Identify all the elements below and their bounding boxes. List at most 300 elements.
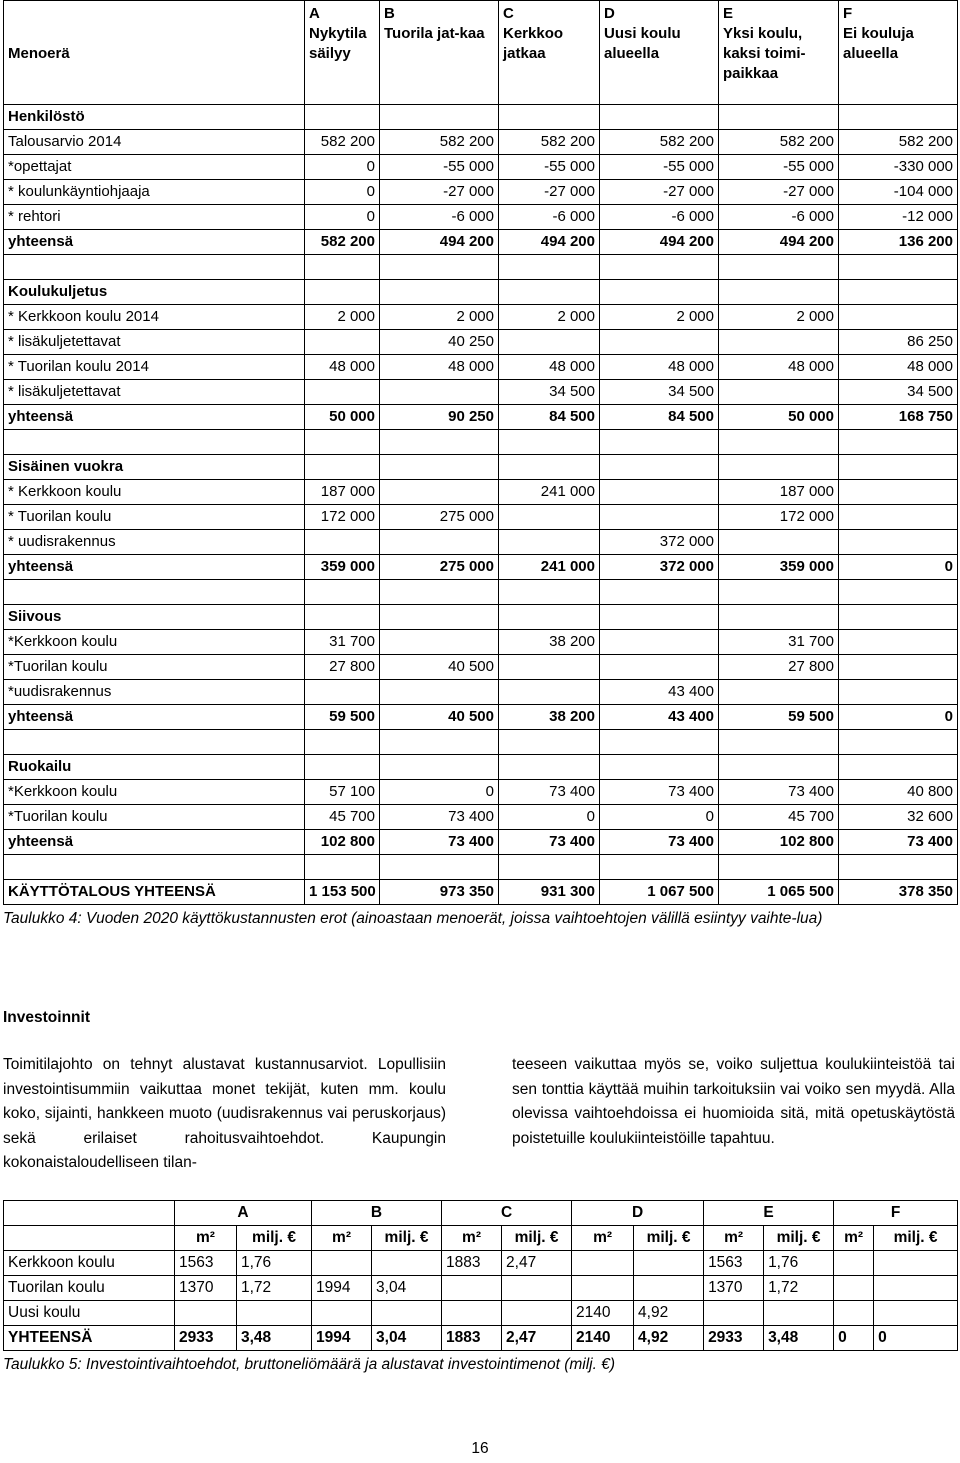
cell-value: 1 065 500 bbox=[719, 880, 839, 905]
header-col-text: Tuorila jat-kaa bbox=[384, 25, 485, 42]
cell-value: 2 000 bbox=[499, 305, 600, 330]
cell-value: -27 000 bbox=[600, 180, 719, 205]
cell-value bbox=[719, 380, 839, 405]
cell-value bbox=[305, 680, 380, 705]
cell-value: -27 000 bbox=[380, 180, 499, 205]
cell-value bbox=[305, 605, 380, 630]
option-letter: D bbox=[572, 1201, 704, 1226]
row-label: *Tuorilan koulu bbox=[4, 805, 305, 830]
row-label: yhteensä bbox=[4, 405, 305, 430]
unit-m2: m² bbox=[312, 1226, 372, 1251]
cell-value bbox=[372, 1251, 442, 1276]
cell-value: 38 200 bbox=[499, 705, 600, 730]
cell-value bbox=[600, 630, 719, 655]
cell-value: 48 000 bbox=[499, 355, 600, 380]
cell-value: -55 000 bbox=[719, 155, 839, 180]
cell-value bbox=[499, 730, 600, 755]
cell-value: -12 000 bbox=[839, 205, 958, 230]
cell-value: 582 200 bbox=[305, 130, 380, 155]
cell-value: -6 000 bbox=[719, 205, 839, 230]
unit-milj: milj. € bbox=[764, 1226, 834, 1251]
cell-value bbox=[600, 455, 719, 480]
cell-value: 102 800 bbox=[305, 830, 380, 855]
table-row bbox=[4, 380, 958, 405]
cell-value: 73 400 bbox=[499, 780, 600, 805]
row-label: KÄYTTÖTALOUS YHTEENSÄ bbox=[4, 880, 305, 905]
row-label: yhteensä bbox=[4, 230, 305, 255]
header-col-letter: C bbox=[503, 5, 514, 22]
cell-value bbox=[839, 280, 958, 305]
cell-value: -27 000 bbox=[499, 180, 600, 205]
cell-value bbox=[305, 755, 380, 780]
cell-value: 1,72 bbox=[237, 1276, 312, 1301]
row-label: yhteensä bbox=[4, 830, 305, 855]
cell-value bbox=[380, 680, 499, 705]
table-row bbox=[4, 880, 958, 905]
unit-m2: m² bbox=[572, 1226, 634, 1251]
row-label: * lisäkuljetettavat bbox=[4, 330, 305, 355]
cell-value bbox=[719, 255, 839, 280]
table-row bbox=[4, 505, 958, 530]
cell-value bbox=[600, 280, 719, 305]
cell-value: 48 000 bbox=[839, 355, 958, 380]
row-label: * Tuorilan koulu 2014 bbox=[4, 355, 305, 380]
table-row bbox=[4, 580, 958, 605]
cell-value: 27 800 bbox=[719, 655, 839, 680]
cell-value: 73 400 bbox=[839, 830, 958, 855]
row-label: * koulunkäyntiohjaaja bbox=[4, 180, 305, 205]
cell-value: 1994 bbox=[312, 1276, 372, 1301]
cell-value: 31 700 bbox=[719, 630, 839, 655]
cell-value bbox=[839, 730, 958, 755]
cell-value: 73 400 bbox=[380, 805, 499, 830]
cell-value bbox=[380, 730, 499, 755]
header-col bbox=[499, 1, 600, 105]
cell-value bbox=[839, 655, 958, 680]
cell-value bbox=[839, 455, 958, 480]
cell-value: 1883 bbox=[442, 1326, 502, 1351]
cell-value: 2 000 bbox=[305, 305, 380, 330]
row-label: *uudisrakennus bbox=[4, 680, 305, 705]
table5-letter-row bbox=[4, 1201, 958, 1226]
table-row bbox=[4, 1251, 958, 1276]
cell-value bbox=[874, 1251, 958, 1276]
cell-value: 1370 bbox=[175, 1276, 237, 1301]
table-row bbox=[4, 455, 958, 480]
table-row bbox=[4, 1326, 958, 1351]
option-letter: E bbox=[704, 1201, 834, 1226]
cell-value: 378 350 bbox=[839, 880, 958, 905]
cell-value: 43 400 bbox=[600, 680, 719, 705]
cell-value: 59 500 bbox=[305, 705, 380, 730]
cell-value bbox=[380, 105, 499, 130]
cell-value bbox=[305, 530, 380, 555]
cell-value: 40 500 bbox=[380, 705, 499, 730]
cell-value: -104 000 bbox=[839, 180, 958, 205]
table-row bbox=[4, 830, 958, 855]
cell-value bbox=[600, 855, 719, 880]
table-row bbox=[4, 405, 958, 430]
cell-value: 494 200 bbox=[719, 230, 839, 255]
header-col-letter: A bbox=[309, 5, 320, 22]
cell-value bbox=[499, 580, 600, 605]
header-label: Menoerä bbox=[4, 1, 305, 105]
investments-heading: Investoinnit bbox=[3, 1009, 90, 1026]
cell-value bbox=[499, 530, 600, 555]
cell-value: 973 350 bbox=[380, 880, 499, 905]
cell-value bbox=[839, 630, 958, 655]
header-col-letter: D bbox=[604, 5, 615, 22]
cell-value bbox=[600, 730, 719, 755]
cell-value: 4,92 bbox=[634, 1301, 704, 1326]
cell-value: 1370 bbox=[704, 1276, 764, 1301]
cell-value bbox=[305, 280, 380, 305]
row-label bbox=[4, 730, 305, 755]
cell-value: 40 250 bbox=[380, 330, 499, 355]
cell-value: 1 153 500 bbox=[305, 880, 380, 905]
cell-value bbox=[719, 105, 839, 130]
cell-value bbox=[380, 580, 499, 605]
cell-value: 73 400 bbox=[499, 830, 600, 855]
cell-value bbox=[305, 105, 380, 130]
table-row bbox=[4, 630, 958, 655]
cell-value: 372 000 bbox=[600, 555, 719, 580]
row-label: Tuorilan koulu bbox=[4, 1276, 175, 1301]
row-label: * rehtori bbox=[4, 205, 305, 230]
cell-value: 2140 bbox=[572, 1301, 634, 1326]
cell-value: 931 300 bbox=[499, 880, 600, 905]
cell-value bbox=[572, 1276, 634, 1301]
cell-value: 40 800 bbox=[839, 780, 958, 805]
cell-value: 31 700 bbox=[305, 630, 380, 655]
cell-value bbox=[839, 305, 958, 330]
cell-value: -55 000 bbox=[380, 155, 499, 180]
cell-value bbox=[380, 430, 499, 455]
cell-value: 3,04 bbox=[372, 1326, 442, 1351]
cell-value bbox=[719, 855, 839, 880]
cell-value: 494 200 bbox=[380, 230, 499, 255]
cell-value: 57 100 bbox=[305, 780, 380, 805]
header-col bbox=[380, 1, 499, 105]
cell-value bbox=[600, 755, 719, 780]
cell-value: -330 000 bbox=[839, 155, 958, 180]
cell-value bbox=[442, 1301, 502, 1326]
row-label: *Tuorilan koulu bbox=[4, 655, 305, 680]
table-row bbox=[4, 730, 958, 755]
cell-value bbox=[839, 430, 958, 455]
header-col-letter: E bbox=[723, 5, 734, 22]
row-label: *Kerkkoon koulu bbox=[4, 780, 305, 805]
table-row bbox=[4, 180, 958, 205]
table-row bbox=[4, 655, 958, 680]
cell-value: 0 bbox=[305, 155, 380, 180]
table5-caption: Taulukko 5: Investointivaihtoehdot, bruttoneliömäärä ja alustavat investointimenot (milj. €) bbox=[3, 1356, 616, 1373]
header-col-text: Ei kouluja alueella bbox=[843, 25, 914, 62]
option-letter: C bbox=[442, 1201, 572, 1226]
cell-value bbox=[499, 255, 600, 280]
cell-value bbox=[719, 280, 839, 305]
cell-value: 1,76 bbox=[237, 1251, 312, 1276]
cell-value bbox=[764, 1301, 834, 1326]
cell-value: 3,48 bbox=[764, 1326, 834, 1351]
cell-value bbox=[305, 255, 380, 280]
cell-value bbox=[305, 855, 380, 880]
investments-text-right: teeseen vaikuttaa myös se, voiko suljettua koulukiinteistöä tai sen tonttia käyttää muihin tarkoituksiin vai voiko sen myydä. Alla olevissa vaihtoehdoissa ei huomioida sitä, mitä opetuskäytöstä poistetuille koulukiinteistöille tapahtuu. bbox=[512, 1056, 955, 1147]
cell-value: 241 000 bbox=[499, 555, 600, 580]
header-col bbox=[839, 1, 958, 105]
cell-value: 48 000 bbox=[380, 355, 499, 380]
cell-value: 2 000 bbox=[600, 305, 719, 330]
cell-value bbox=[380, 755, 499, 780]
row-label: Siivous bbox=[4, 605, 305, 630]
cell-value bbox=[874, 1276, 958, 1301]
cell-value: 1994 bbox=[312, 1326, 372, 1351]
cell-value bbox=[380, 255, 499, 280]
cell-value: 3,48 bbox=[237, 1326, 312, 1351]
header-col bbox=[305, 1, 380, 105]
cell-value bbox=[600, 480, 719, 505]
cell-value bbox=[600, 655, 719, 680]
row-label: Koulukuljetus bbox=[4, 280, 305, 305]
table-row bbox=[4, 530, 958, 555]
cell-value: 275 000 bbox=[380, 505, 499, 530]
row-label: * uudisrakennus bbox=[4, 530, 305, 555]
row-label: Sisäinen vuokra bbox=[4, 455, 305, 480]
empty-cell bbox=[4, 1226, 175, 1251]
row-label: Ruokailu bbox=[4, 755, 305, 780]
unit-milj: milj. € bbox=[634, 1226, 704, 1251]
cell-value bbox=[719, 755, 839, 780]
cell-value bbox=[502, 1301, 572, 1326]
table-row bbox=[4, 705, 958, 730]
row-label bbox=[4, 855, 305, 880]
header-col-letter: F bbox=[843, 5, 853, 22]
cell-value bbox=[834, 1276, 874, 1301]
cell-value bbox=[499, 430, 600, 455]
cell-value: 1883 bbox=[442, 1251, 502, 1276]
row-label: Kerkkoon koulu bbox=[4, 1251, 175, 1276]
cell-value bbox=[719, 605, 839, 630]
table-row bbox=[4, 355, 958, 380]
cell-value bbox=[719, 580, 839, 605]
cell-value bbox=[839, 755, 958, 780]
cell-value bbox=[380, 630, 499, 655]
cell-value bbox=[499, 755, 600, 780]
cell-value bbox=[874, 1301, 958, 1326]
row-label: * Tuorilan koulu bbox=[4, 505, 305, 530]
table-row bbox=[4, 430, 958, 455]
cell-value bbox=[380, 380, 499, 405]
unit-m2: m² bbox=[175, 1226, 237, 1251]
header-col-text: Nykytila säilyy bbox=[309, 25, 367, 62]
cell-value: 90 250 bbox=[380, 405, 499, 430]
cell-value: 0 bbox=[499, 805, 600, 830]
cell-value: 275 000 bbox=[380, 555, 499, 580]
cell-value bbox=[442, 1276, 502, 1301]
cell-value: 172 000 bbox=[719, 505, 839, 530]
cell-value: 27 800 bbox=[305, 655, 380, 680]
cell-value: 582 200 bbox=[719, 130, 839, 155]
unit-milj: milj. € bbox=[502, 1226, 572, 1251]
cell-value: 241 000 bbox=[499, 480, 600, 505]
page-number: 16 bbox=[471, 1440, 489, 1457]
cell-value: 2933 bbox=[704, 1326, 764, 1351]
cell-value bbox=[499, 455, 600, 480]
cell-value bbox=[719, 430, 839, 455]
cell-value bbox=[499, 855, 600, 880]
cell-value: 43 400 bbox=[600, 705, 719, 730]
investments-text-left: Toimitilajohto on tehnyt alustavat kustannusarviot. Lopullisiin investointisummiin vaikuttaa monet tekijät, kuten mm. koulu koko, sijainti, hankkeen muoto (uudisrakennus vai peruskorjaus) sekä erilaiset rahoitusvaihtoehdot. Kaupungin kokonaistaloudelliseen tilan- bbox=[3, 1056, 446, 1171]
cell-value: 50 000 bbox=[305, 405, 380, 430]
row-label: Uusi koulu bbox=[4, 1301, 175, 1326]
header-col-letter: B bbox=[384, 5, 395, 22]
table-row bbox=[4, 130, 958, 155]
row-label: *Kerkkoon koulu bbox=[4, 630, 305, 655]
row-label: Henkilöstö bbox=[4, 105, 305, 130]
cell-value: 2933 bbox=[175, 1326, 237, 1351]
cell-value: 45 700 bbox=[305, 805, 380, 830]
cell-value: 0 bbox=[839, 555, 958, 580]
table-row bbox=[4, 605, 958, 630]
cell-value bbox=[839, 505, 958, 530]
option-letter: A bbox=[175, 1201, 312, 1226]
investment-table bbox=[3, 1200, 958, 1351]
cell-value bbox=[380, 480, 499, 505]
cell-value bbox=[372, 1301, 442, 1326]
cell-value: -27 000 bbox=[719, 180, 839, 205]
cell-value bbox=[839, 605, 958, 630]
cell-value: 50 000 bbox=[719, 405, 839, 430]
cell-value: 582 200 bbox=[600, 130, 719, 155]
table5-unit-row bbox=[4, 1226, 958, 1251]
cell-value: 34 500 bbox=[499, 380, 600, 405]
cell-value bbox=[839, 530, 958, 555]
header-col bbox=[719, 1, 839, 105]
cell-value: 32 600 bbox=[839, 805, 958, 830]
table-row bbox=[4, 755, 958, 780]
cell-value: 168 750 bbox=[839, 405, 958, 430]
row-label: * lisäkuljetettavat bbox=[4, 380, 305, 405]
cell-value: 582 200 bbox=[499, 130, 600, 155]
option-letter: F bbox=[834, 1201, 958, 1226]
cell-value bbox=[719, 455, 839, 480]
cell-value: 4,92 bbox=[634, 1326, 704, 1351]
header-col-text: Uusi koulu alueella bbox=[604, 25, 681, 62]
row-label: * Kerkkoon koulu 2014 bbox=[4, 305, 305, 330]
cell-value: 172 000 bbox=[305, 505, 380, 530]
cell-value: 359 000 bbox=[305, 555, 380, 580]
cell-value: 84 500 bbox=[600, 405, 719, 430]
cell-value: 494 200 bbox=[499, 230, 600, 255]
table-row bbox=[4, 805, 958, 830]
cell-value bbox=[499, 680, 600, 705]
cell-value: 73 400 bbox=[380, 830, 499, 855]
cell-value bbox=[237, 1301, 312, 1326]
cell-value: 102 800 bbox=[719, 830, 839, 855]
row-label: *opettajat bbox=[4, 155, 305, 180]
cell-value: 136 200 bbox=[839, 230, 958, 255]
row-label: yhteensä bbox=[4, 555, 305, 580]
cell-value bbox=[600, 430, 719, 455]
cell-value: 1563 bbox=[175, 1251, 237, 1276]
table-row bbox=[4, 1276, 958, 1301]
cell-value bbox=[572, 1251, 634, 1276]
cell-value bbox=[719, 530, 839, 555]
cell-value bbox=[499, 505, 600, 530]
cell-value bbox=[600, 105, 719, 130]
cell-value bbox=[499, 330, 600, 355]
unit-m2: m² bbox=[834, 1226, 874, 1251]
empty-cell bbox=[4, 1201, 175, 1226]
cell-value: -6 000 bbox=[499, 205, 600, 230]
row-label: * Kerkkoon koulu bbox=[4, 480, 305, 505]
cell-value: 0 bbox=[874, 1326, 958, 1351]
table-row bbox=[4, 280, 958, 305]
row-label bbox=[4, 255, 305, 280]
header-col-text: Yksi koulu, kaksi toimi-paikkaa bbox=[723, 25, 806, 82]
cell-value bbox=[600, 580, 719, 605]
cell-value bbox=[499, 605, 600, 630]
cell-value: 0 bbox=[600, 805, 719, 830]
table-row bbox=[4, 205, 958, 230]
cell-value bbox=[305, 380, 380, 405]
table-row bbox=[4, 855, 958, 880]
table-row bbox=[4, 105, 958, 130]
unit-milj: milj. € bbox=[874, 1226, 958, 1251]
cell-value: 38 200 bbox=[499, 630, 600, 655]
cell-value: -55 000 bbox=[499, 155, 600, 180]
cell-value: 86 250 bbox=[839, 330, 958, 355]
cell-value bbox=[305, 430, 380, 455]
cell-value: 582 200 bbox=[380, 130, 499, 155]
cell-value bbox=[634, 1251, 704, 1276]
cell-value: 582 200 bbox=[839, 130, 958, 155]
cell-value bbox=[305, 580, 380, 605]
cell-value: -6 000 bbox=[600, 205, 719, 230]
cell-value bbox=[305, 330, 380, 355]
cell-value bbox=[499, 280, 600, 305]
row-label bbox=[4, 580, 305, 605]
cell-value: 0 bbox=[834, 1326, 874, 1351]
cell-value: 73 400 bbox=[600, 780, 719, 805]
cell-value bbox=[502, 1276, 572, 1301]
cell-value: -6 000 bbox=[380, 205, 499, 230]
table-row bbox=[4, 780, 958, 805]
cell-value: 48 000 bbox=[305, 355, 380, 380]
row-label: yhteensä bbox=[4, 705, 305, 730]
cell-value: 0 bbox=[839, 705, 958, 730]
cell-value: 1,76 bbox=[764, 1251, 834, 1276]
table4-caption: Taulukko 4: Vuoden 2020 käyttökustannusten erot (ainoastaan menoerät, joissa vaihtoehtojen välillä esiintyy vaihte-lua) bbox=[3, 910, 823, 927]
cell-value: 34 500 bbox=[600, 380, 719, 405]
row-label: YHTEENSÄ bbox=[4, 1326, 175, 1351]
cost-difference-table bbox=[3, 0, 958, 905]
row-label bbox=[4, 430, 305, 455]
header-col bbox=[600, 1, 719, 105]
cell-value: 2,47 bbox=[502, 1326, 572, 1351]
unit-m2: m² bbox=[704, 1226, 764, 1251]
cell-value: 1563 bbox=[704, 1251, 764, 1276]
cell-value bbox=[839, 105, 958, 130]
cell-value: 0 bbox=[380, 780, 499, 805]
cell-value bbox=[499, 655, 600, 680]
cell-value bbox=[719, 330, 839, 355]
cell-value bbox=[719, 680, 839, 705]
cell-value bbox=[305, 730, 380, 755]
cell-value bbox=[380, 455, 499, 480]
table-row bbox=[4, 255, 958, 280]
cell-value: 59 500 bbox=[719, 705, 839, 730]
